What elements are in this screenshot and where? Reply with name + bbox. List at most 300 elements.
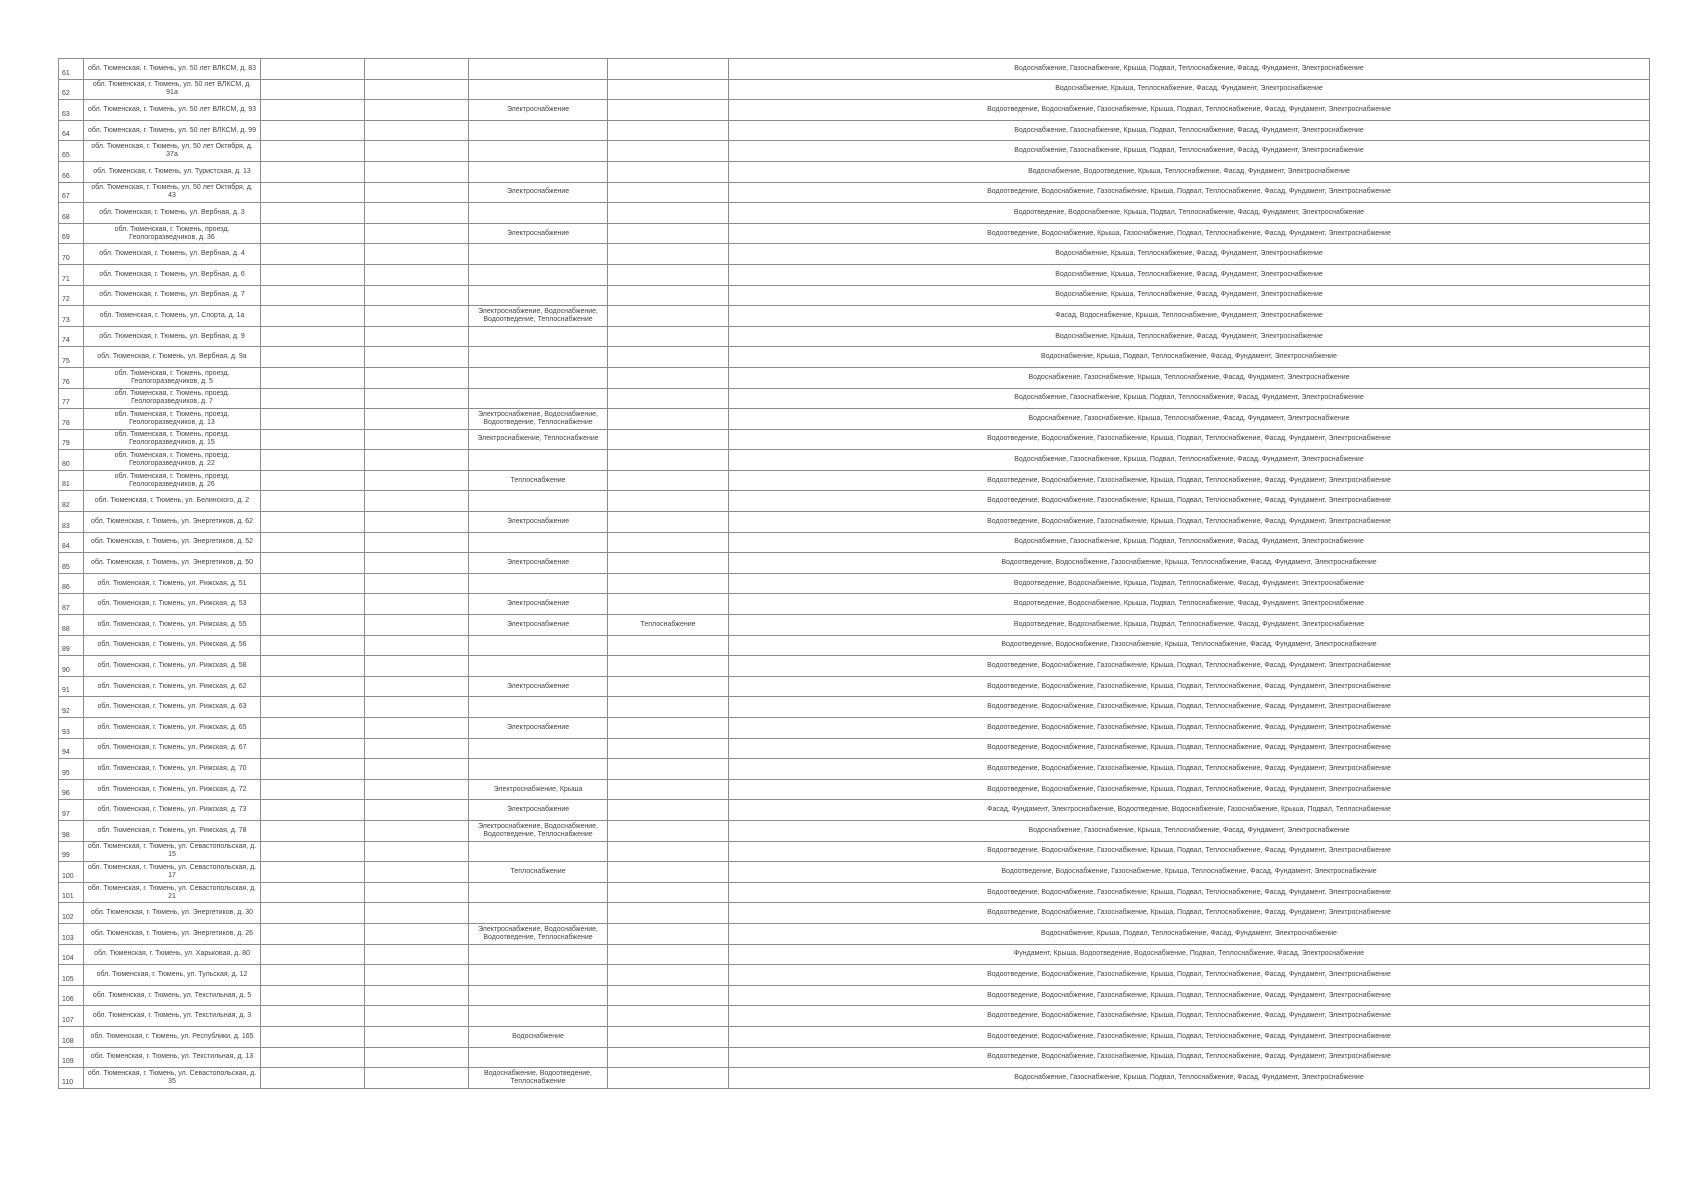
works-list-cell: Водоснабжение, Газоснабжение, Крыша, Подвал, Теплоснабжение, Фасад, Фундамент, Электроснабжение — [729, 1068, 1650, 1089]
address-cell: обл. Тюменская, г. Тюмень, ул. Тульская, д. 12 — [84, 965, 261, 986]
column-4-cell: Электроснабжение — [469, 512, 608, 533]
address-cell: обл. Тюменская, г. Тюмень, ул. Белинского, д. 2 — [84, 491, 261, 512]
address-cell: обл. Тюменская, г. Тюмень, ул. Вербная, д. 7 — [84, 285, 261, 306]
column-5-cell — [608, 903, 729, 924]
column-4-cell — [469, 59, 608, 80]
column-4-cell: Электроснабжение, Водоснабжение, Водоотведение, Теплоснабжение — [469, 820, 608, 841]
column-5-cell — [608, 1047, 729, 1068]
column-5-cell — [608, 409, 729, 430]
address-cell: обл. Тюменская, г. Тюмень, ул. Севастопольская, д. 21 — [84, 882, 261, 903]
works-list-cell: Водоотведение, Водоснабжение, Газоснабжение, Крыша, Теплоснабжение, Фасад, Фундамент, Электроснабжение — [729, 862, 1650, 883]
table-row — [59, 244, 1650, 265]
empty-cell — [261, 676, 365, 697]
row-number-cell: 103 — [59, 923, 84, 944]
works-list-cell: Водоснабжение, Крыша, Теплоснабжение, Фасад, Фундамент, Электроснабжение — [729, 79, 1650, 100]
column-4-cell: Электроснабжение, Крыша — [469, 779, 608, 800]
works-list-cell: Водоотведение, Водоснабжение, Газоснабжение, Крыша, Подвал, Теплоснабжение, Фасад, Фундамент, Электроснабжение — [729, 965, 1650, 986]
empty-cell — [261, 388, 365, 409]
table-row — [59, 79, 1650, 100]
address-cell: обл. Тюменская, г. Тюмень, ул. Вербная, д. 9а — [84, 347, 261, 368]
column-4-cell — [469, 367, 608, 388]
works-list-cell: Водоотведение, Водоснабжение, Газоснабжение, Крыша, Подвал, Теплоснабжение, Фасад, Фундамент, Электроснабжение — [729, 903, 1650, 924]
column-5-cell — [608, 491, 729, 512]
table-row — [59, 882, 1650, 903]
column-4-cell — [469, 903, 608, 924]
works-list-cell: Водоотведение, Водоснабжение, Газоснабжение, Крыша, Подвал, Теплоснабжение, Фасад, Фундамент, Электроснабжение — [729, 1047, 1650, 1068]
table-row — [59, 306, 1650, 327]
table-row — [59, 903, 1650, 924]
address-cell: обл. Тюменская, г. Тюмень, проезд. Геологоразведчиков, д. 13 — [84, 409, 261, 430]
column-4-cell: Электроснабжение — [469, 594, 608, 615]
column-5-cell — [608, 882, 729, 903]
table-row — [59, 470, 1650, 491]
empty-cell — [261, 223, 365, 244]
works-list-cell: Водоотведение, Водоснабжение, Газоснабжение, Крыша, Подвал, Теплоснабжение, Фасад, Фундамент, Электроснабжение — [729, 491, 1650, 512]
column-5-cell — [608, 862, 729, 883]
column-5-cell — [608, 367, 729, 388]
column-3-cell — [365, 903, 469, 924]
column-3-cell — [365, 923, 469, 944]
column-5-cell — [608, 326, 729, 347]
column-4-cell — [469, 388, 608, 409]
works-list-cell: Водоотведение, Водоснабжение, Газоснабжение, Крыша, Подвал, Теплоснабжение, Фасад, Фундамент, Электроснабжение — [729, 1006, 1650, 1027]
address-cell: обл. Тюменская, г. Тюмень, ул. Рижская, д. 55 — [84, 615, 261, 636]
works-list-cell: Водоотведение, Водоснабжение, Газоснабжение, Крыша, Подвал, Теплоснабжение, Фасад, Фундамент, Электроснабжение — [729, 100, 1650, 121]
empty-cell — [261, 841, 365, 862]
row-number-cell: 77 — [59, 388, 84, 409]
empty-cell — [261, 429, 365, 450]
works-list-cell: Водоотведение, Водоснабжение, Газоснабжение, Крыша, Теплоснабжение, Фасад, Фундамент, Электроснабжение — [729, 553, 1650, 574]
column-5-cell — [608, 738, 729, 759]
column-5-cell — [608, 79, 729, 100]
column-4-cell — [469, 738, 608, 759]
address-cell: обл. Тюменская, г. Тюмень, ул. Вербная, д. 3 — [84, 203, 261, 224]
column-5-cell — [608, 594, 729, 615]
column-4-cell: Электроснабжение — [469, 223, 608, 244]
column-4-cell: Электроснабжение — [469, 553, 608, 574]
empty-cell — [261, 965, 365, 986]
empty-cell — [261, 182, 365, 203]
column-3-cell — [365, 244, 469, 265]
row-number-cell: 75 — [59, 347, 84, 368]
column-4-cell: Электроснабжение — [469, 800, 608, 821]
works-list-cell: Водоснабжение, Газоснабжение, Крыша, Подвал, Теплоснабжение, Фасад, Фундамент, Электроснабжение — [729, 141, 1650, 162]
table-row — [59, 635, 1650, 656]
table-row — [59, 450, 1650, 471]
address-cell: обл. Тюменская, г. Тюмень, ул. 50 лет Октября, д. 37а — [84, 141, 261, 162]
column-3-cell — [365, 882, 469, 903]
row-number-cell: 110 — [59, 1068, 84, 1089]
column-4-cell: Электроснабжение — [469, 182, 608, 203]
column-4-cell: Электроснабжение, Водоснабжение, Водоотведение, Теплоснабжение — [469, 306, 608, 327]
table-row — [59, 573, 1650, 594]
row-number-cell: 101 — [59, 882, 84, 903]
column-5-cell — [608, 553, 729, 574]
address-cell: обл. Тюменская, г. Тюмень, ул. Вербная, д. 4 — [84, 244, 261, 265]
column-3-cell — [365, 367, 469, 388]
works-list-cell: Водоотведение, Водоснабжение, Газоснабжение, Крыша, Подвал, Теплоснабжение, Фасад, Фундамент, Электроснабжение — [729, 656, 1650, 677]
address-cell: обл. Тюменская, г. Тюмень, ул. Рижская, д. 67 — [84, 738, 261, 759]
column-5-cell — [608, 635, 729, 656]
row-number-cell: 76 — [59, 367, 84, 388]
column-4-cell — [469, 141, 608, 162]
address-cell: обл. Тюменская, г. Тюмень, ул. Рижская, д. 63 — [84, 697, 261, 718]
column-5-cell — [608, 779, 729, 800]
empty-cell — [261, 738, 365, 759]
address-cell: обл. Тюменская, г. Тюмень, ул. Энергетиков, д. 30 — [84, 903, 261, 924]
address-cell: обл. Тюменская, г. Тюмень, ул. Рижская, д. 72 — [84, 779, 261, 800]
row-number-cell: 100 — [59, 862, 84, 883]
row-number-cell: 82 — [59, 491, 84, 512]
column-5-cell — [608, 161, 729, 182]
works-list-cell: Водоотведение, Водоснабжение, Газоснабжение, Крыша, Теплоснабжение, Фасад, Фундамент, Электроснабжение — [729, 635, 1650, 656]
address-cell: обл. Тюменская, г. Тюмень, ул. Севастопольская, д. 15 — [84, 841, 261, 862]
empty-cell — [261, 203, 365, 224]
address-cell: обл. Тюменская, г. Тюмень, ул. Рижская, д. 65 — [84, 718, 261, 739]
works-list-cell: Водоотведение, Водоснабжение, Газоснабжение, Крыша, Подвал, Теплоснабжение, Фасад, Фундамент, Электроснабжение — [729, 182, 1650, 203]
column-5-cell — [608, 470, 729, 491]
column-5-cell — [608, 306, 729, 327]
column-4-cell: Электроснабжение — [469, 615, 608, 636]
address-cell: обл. Тюменская, г. Тюмень, ул. 50 лет ВЛКСМ, д. 93 — [84, 100, 261, 121]
table-row — [59, 862, 1650, 883]
table-row — [59, 1006, 1650, 1027]
address-cell: обл. Тюменская, г. Тюмень, ул. 50 лет ВЛКСМ, д. 91а — [84, 79, 261, 100]
empty-cell — [261, 862, 365, 883]
works-list-cell: Водоснабжение, Газоснабжение, Крыша, Подвал, Теплоснабжение, Фасад, Фундамент, Электроснабжение — [729, 388, 1650, 409]
works-list-cell: Водоснабжение, Крыша, Теплоснабжение, Фасад, Фундамент, Электроснабжение — [729, 264, 1650, 285]
address-cell: обл. Тюменская, г. Тюмень, ул. Энергетиков, д. 50 — [84, 553, 261, 574]
row-number-cell: 87 — [59, 594, 84, 615]
row-number-cell: 63 — [59, 100, 84, 121]
row-number-cell: 66 — [59, 161, 84, 182]
column-4-cell: Электроснабжение, Водоснабжение, Водоотведение, Теплоснабжение — [469, 409, 608, 430]
row-number-cell: 67 — [59, 182, 84, 203]
column-5-cell — [608, 965, 729, 986]
column-4-cell: Водоснабжение, Водоотведение, Теплоснабжение — [469, 1068, 608, 1089]
column-4-cell — [469, 759, 608, 780]
column-4-cell — [469, 79, 608, 100]
column-4-cell — [469, 573, 608, 594]
works-list-cell: Водоснабжение, Газоснабжение, Крыша, Подвал, Теплоснабжение, Фасад, Фундамент, Электроснабжение — [729, 120, 1650, 141]
column-5-cell — [608, 388, 729, 409]
empty-cell — [261, 656, 365, 677]
row-number-cell: 84 — [59, 532, 84, 553]
column-5-cell — [608, 944, 729, 965]
address-cell: обл. Тюменская, г. Тюмень, ул. Севастопольская, д. 17 — [84, 862, 261, 883]
works-list-cell: Фундамент, Крыша, Водоотведение, Водоснабжение, Подвал, Теплоснабжение, Фасад, Электроснабжение — [729, 944, 1650, 965]
column-3-cell — [365, 409, 469, 430]
table-row — [59, 1068, 1650, 1089]
column-4-cell — [469, 882, 608, 903]
row-number-cell: 83 — [59, 512, 84, 533]
empty-cell — [261, 944, 365, 965]
data-table — [58, 58, 1650, 1089]
empty-cell — [261, 264, 365, 285]
row-number-cell: 94 — [59, 738, 84, 759]
column-5-cell — [608, 1068, 729, 1089]
column-5-cell: Теплоснабжение — [608, 615, 729, 636]
column-5-cell — [608, 718, 729, 739]
works-list-cell: Водоотведение, Водоснабжение, Газоснабжение, Крыша, Подвал, Теплоснабжение, Фасад, Фундамент, Электроснабжение — [729, 841, 1650, 862]
column-4-cell: Электроснабжение — [469, 100, 608, 121]
empty-cell — [261, 1068, 365, 1089]
column-3-cell — [365, 100, 469, 121]
table-row — [59, 491, 1650, 512]
empty-cell — [261, 450, 365, 471]
column-3-cell — [365, 388, 469, 409]
address-cell: обл. Тюменская, г. Тюмень, ул. Харьковая, д. 80 — [84, 944, 261, 965]
works-list-cell: Водоотведение, Водоснабжение, Крыша, Подвал, Теплоснабжение, Фасад, Фундамент, Электроснабжение — [729, 615, 1650, 636]
empty-cell — [261, 759, 365, 780]
empty-cell — [261, 903, 365, 924]
address-cell: обл. Тюменская, г. Тюмень, ул. Рижская, д. 70 — [84, 759, 261, 780]
table-row — [59, 409, 1650, 430]
row-number-cell: 72 — [59, 285, 84, 306]
column-4-cell — [469, 944, 608, 965]
works-list-cell: Водоотведение, Водоснабжение, Газоснабжение, Крыша, Подвал, Теплоснабжение, Фасад, Фундамент, Электроснабжение — [729, 759, 1650, 780]
row-number-cell: 107 — [59, 1006, 84, 1027]
column-3-cell — [365, 573, 469, 594]
column-3-cell — [365, 1006, 469, 1027]
empty-cell — [261, 779, 365, 800]
column-5-cell — [608, 532, 729, 553]
column-4-cell: Электроснабжение — [469, 718, 608, 739]
table-row — [59, 388, 1650, 409]
address-cell: обл. Тюменская, г. Тюмень, ул. Рижская, д. 56 — [84, 635, 261, 656]
empty-cell — [261, 1006, 365, 1027]
works-list-cell: Водоотведение, Водоснабжение, Газоснабжение, Крыша, Подвал, Теплоснабжение, Фасад, Фундамент, Электроснабжение — [729, 779, 1650, 800]
row-number-cell: 68 — [59, 203, 84, 224]
row-number-cell: 102 — [59, 903, 84, 924]
works-list-cell: Водоотведение, Водоснабжение, Газоснабжение, Крыша, Подвал, Теплоснабжение, Фасад, Фундамент, Электроснабжение — [729, 676, 1650, 697]
table-row — [59, 615, 1650, 636]
column-3-cell — [365, 429, 469, 450]
empty-cell — [261, 120, 365, 141]
column-5-cell — [608, 203, 729, 224]
empty-cell — [261, 573, 365, 594]
address-cell: обл. Тюменская, г. Тюмень, ул. Текстильная, д. 3 — [84, 1006, 261, 1027]
column-3-cell — [365, 79, 469, 100]
works-list-cell: Водоснабжение, Газоснабжение, Крыша, Теплоснабжение, Фасад, Фундамент, Электроснабжение — [729, 367, 1650, 388]
column-5-cell — [608, 841, 729, 862]
address-cell: обл. Тюменская, г. Тюмень, проезд. Геологоразведчиков, д. 22 — [84, 450, 261, 471]
row-number-cell: 98 — [59, 820, 84, 841]
column-3-cell — [365, 264, 469, 285]
column-3-cell — [365, 800, 469, 821]
table-row — [59, 944, 1650, 965]
column-3-cell — [365, 306, 469, 327]
row-number-cell: 80 — [59, 450, 84, 471]
column-5-cell — [608, 676, 729, 697]
table-row — [59, 285, 1650, 306]
works-list-cell: Водоотведение, Водоснабжение, Крыша, Подвал, Теплоснабжение, Фасад, Фундамент, Электроснабжение — [729, 573, 1650, 594]
row-number-cell: 109 — [59, 1047, 84, 1068]
table-row — [59, 820, 1650, 841]
column-4-cell: Электроснабжение, Водоснабжение, Водоотведение, Теплоснабжение — [469, 923, 608, 944]
empty-cell — [261, 820, 365, 841]
table-row — [59, 100, 1650, 121]
table-row — [59, 182, 1650, 203]
row-number-cell: 65 — [59, 141, 84, 162]
address-cell: обл. Тюменская, г. Тюмень, ул. Вербная, д. 9 — [84, 326, 261, 347]
column-5-cell — [608, 1006, 729, 1027]
row-number-cell: 90 — [59, 656, 84, 677]
table-row — [59, 759, 1650, 780]
column-4-cell — [469, 985, 608, 1006]
empty-cell — [261, 100, 365, 121]
column-4-cell — [469, 1006, 608, 1027]
column-4-cell — [469, 656, 608, 677]
works-list-cell: Водоотведение, Водоснабжение, Газоснабжение, Крыша, Подвал, Теплоснабжение, Фасад, Фундамент, Электроснабжение — [729, 985, 1650, 1006]
column-3-cell — [365, 512, 469, 533]
works-list-cell: Водоотведение, Водоснабжение, Газоснабжение, Крыша, Подвал, Теплоснабжение, Фасад, Фундамент, Электроснабжение — [729, 882, 1650, 903]
column-4-cell: Теплоснабжение — [469, 470, 608, 491]
empty-cell — [261, 1047, 365, 1068]
column-3-cell — [365, 59, 469, 80]
address-cell: обл. Тюменская, г. Тюмень, ул. Республики, д. 165 — [84, 1026, 261, 1047]
column-3-cell — [365, 615, 469, 636]
empty-cell — [261, 594, 365, 615]
column-3-cell — [365, 1047, 469, 1068]
works-list-cell: Водоотведение, Водоснабжение, Газоснабжение, Крыша, Подвал, Теплоснабжение, Фасад, Фундамент, Электроснабжение — [729, 512, 1650, 533]
row-number-cell: 89 — [59, 635, 84, 656]
works-list-cell: Водоснабжение, Газоснабжение, Крыша, Подвал, Теплоснабжение, Фасад, Фундамент, Электроснабжение — [729, 532, 1650, 553]
column-3-cell — [365, 161, 469, 182]
table-row — [59, 1047, 1650, 1068]
address-cell: обл. Тюменская, г. Тюмень, ул. Рижская, д. 53 — [84, 594, 261, 615]
address-cell: обл. Тюменская, г. Тюмень, ул. Рижская, д. 51 — [84, 573, 261, 594]
empty-cell — [261, 553, 365, 574]
row-number-cell: 104 — [59, 944, 84, 965]
empty-cell — [261, 1026, 365, 1047]
works-list-cell: Водоснабжение, Крыша, Подвал, Теплоснабжение, Фасад, Фундамент, Электроснабжение — [729, 923, 1650, 944]
row-number-cell: 96 — [59, 779, 84, 800]
table-body — [59, 59, 1650, 1089]
table-row — [59, 203, 1650, 224]
row-number-cell: 97 — [59, 800, 84, 821]
works-list-cell: Фасад, Фундамент, Электроснабжение, Водоотведение, Водоснабжение, Газоснабжение, Крыша, Подвал, Теплоснабжение — [729, 800, 1650, 821]
empty-cell — [261, 141, 365, 162]
table-row — [59, 161, 1650, 182]
empty-cell — [261, 409, 365, 430]
column-4-cell — [469, 532, 608, 553]
table-row — [59, 985, 1650, 1006]
address-cell: обл. Тюменская, г. Тюмень, ул. Рижская, д. 73 — [84, 800, 261, 821]
column-3-cell — [365, 491, 469, 512]
column-5-cell — [608, 656, 729, 677]
works-list-cell: Водоснабжение, Крыша, Теплоснабжение, Фасад, Фундамент, Электроснабжение — [729, 285, 1650, 306]
row-number-cell: 70 — [59, 244, 84, 265]
column-3-cell — [365, 635, 469, 656]
table-row — [59, 264, 1650, 285]
table-row — [59, 59, 1650, 80]
works-list-cell: Водоотведение, Водоснабжение, Крыша, Подвал, Теплоснабжение, Фасад, Фундамент, Электроснабжение — [729, 203, 1650, 224]
column-5-cell — [608, 512, 729, 533]
row-number-cell: 69 — [59, 223, 84, 244]
empty-cell — [261, 347, 365, 368]
column-3-cell — [365, 223, 469, 244]
table-row — [59, 738, 1650, 759]
works-list-cell: Водоотведение, Водоснабжение, Крыша, Газоснабжение, Подвал, Теплоснабжение, Фасад, Фундамент, Электроснабжение — [729, 223, 1650, 244]
address-cell: обл. Тюменская, г. Тюмень, ул. Рижская, д. 62 — [84, 676, 261, 697]
row-number-cell: 64 — [59, 120, 84, 141]
address-cell: обл. Тюменская, г. Тюмень, ул. Спорта, д. 1а — [84, 306, 261, 327]
column-4-cell — [469, 450, 608, 471]
empty-cell — [261, 635, 365, 656]
address-cell: обл. Тюменская, г. Тюмень, ул. Рижская, д. 78 — [84, 820, 261, 841]
column-5-cell — [608, 100, 729, 121]
row-number-cell: 79 — [59, 429, 84, 450]
column-4-cell: Водоснабжение — [469, 1026, 608, 1047]
column-3-cell — [365, 141, 469, 162]
row-number-cell: 93 — [59, 718, 84, 739]
works-list-cell: Водоснабжение, Крыша, Теплоснабжение, Фасад, Фундамент, Электроснабжение — [729, 326, 1650, 347]
table-row — [59, 923, 1650, 944]
column-3-cell — [365, 965, 469, 986]
address-cell: обл. Тюменская, г. Тюмень, ул. Энергетиков, д. 62 — [84, 512, 261, 533]
works-list-cell: Водоснабжение, Газоснабжение, Крыша, Теплоснабжение, Фасад, Фундамент, Электроснабжение — [729, 409, 1650, 430]
table-row — [59, 141, 1650, 162]
table-row — [59, 676, 1650, 697]
column-5-cell — [608, 429, 729, 450]
empty-cell — [261, 161, 365, 182]
empty-cell — [261, 923, 365, 944]
address-cell: обл. Тюменская, г. Тюмень, проезд. Геологоразведчиков, д. 15 — [84, 429, 261, 450]
column-3-cell — [365, 656, 469, 677]
empty-cell — [261, 615, 365, 636]
address-cell: обл. Тюменская, г. Тюмень, ул. 50 лет ВЛКСМ, д. 99 — [84, 120, 261, 141]
address-cell: обл. Тюменская, г. Тюмень, ул. Энергетиков, д. 26 — [84, 923, 261, 944]
column-5-cell — [608, 1026, 729, 1047]
column-3-cell — [365, 450, 469, 471]
works-list-cell: Водоснабжение, Газоснабжение, Крыша, Теплоснабжение, Фасад, Фундамент, Электроснабжение — [729, 820, 1650, 841]
column-4-cell: Электроснабжение — [469, 676, 608, 697]
empty-cell — [261, 532, 365, 553]
table-row — [59, 532, 1650, 553]
table-row — [59, 223, 1650, 244]
row-number-cell: 71 — [59, 264, 84, 285]
empty-cell — [261, 59, 365, 80]
column-3-cell — [365, 944, 469, 965]
address-cell: обл. Тюменская, г. Тюмень, проезд. Геологоразведчиков, д. 36 — [84, 223, 261, 244]
column-4-cell — [469, 161, 608, 182]
column-5-cell — [608, 450, 729, 471]
column-4-cell — [469, 841, 608, 862]
address-cell: обл. Тюменская, г. Тюмень, ул. Рижская, д. 58 — [84, 656, 261, 677]
table-row — [59, 841, 1650, 862]
row-number-cell: 74 — [59, 326, 84, 347]
column-4-cell — [469, 120, 608, 141]
column-5-cell — [608, 59, 729, 80]
column-4-cell — [469, 635, 608, 656]
table-row — [59, 594, 1650, 615]
empty-cell — [261, 800, 365, 821]
column-4-cell — [469, 491, 608, 512]
column-3-cell — [365, 841, 469, 862]
table-row — [59, 1026, 1650, 1047]
column-5-cell — [608, 820, 729, 841]
column-4-cell — [469, 203, 608, 224]
empty-cell — [261, 285, 365, 306]
table-row — [59, 697, 1650, 718]
empty-cell — [261, 491, 365, 512]
column-5-cell — [608, 759, 729, 780]
row-number-cell: 85 — [59, 553, 84, 574]
works-list-cell: Водоснабжение, Газоснабжение, Крыша, Подвал, Теплоснабжение, Фасад, Фундамент, Электроснабжение — [729, 59, 1650, 80]
table-row — [59, 779, 1650, 800]
row-number-cell: 92 — [59, 697, 84, 718]
